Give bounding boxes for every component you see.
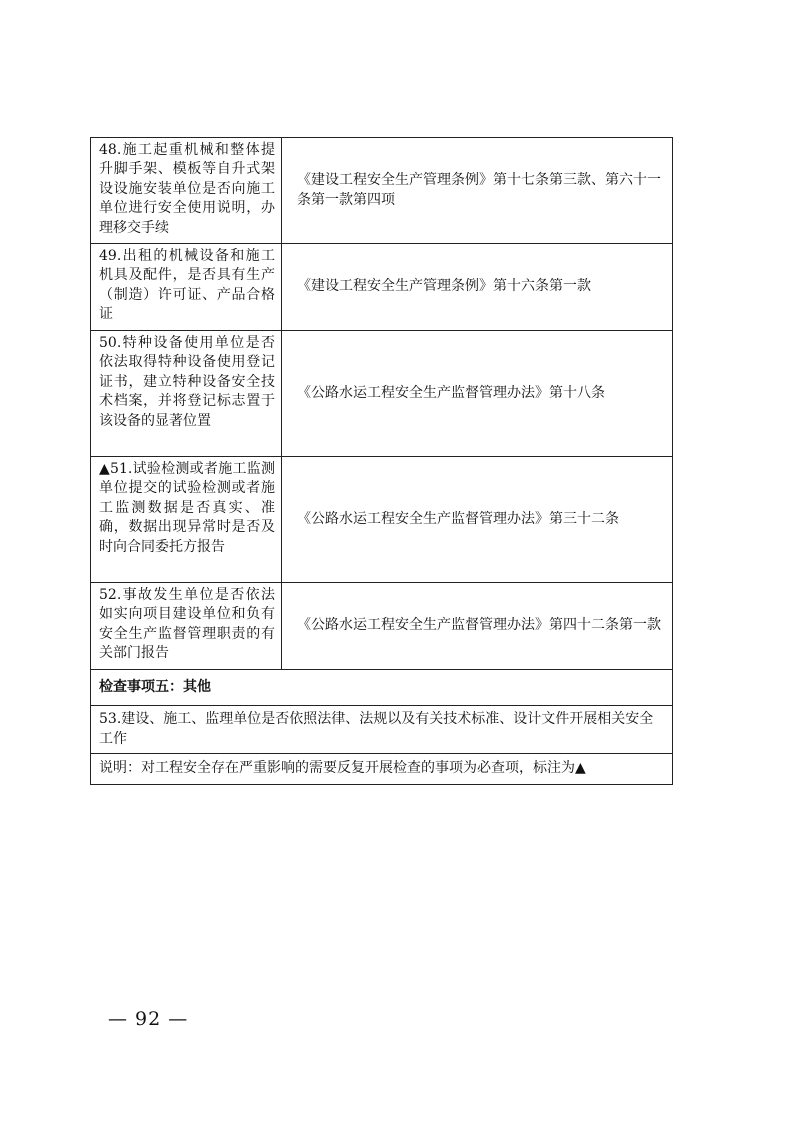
table-row	[91, 244, 673, 331]
table-row	[91, 457, 673, 583]
table-row	[91, 670, 673, 706]
check-item-48: 48.施工起重机械和整体提升脚手架、模板等自升式架设设施安装单位是否向施工单位进行安全使用说明，办理移交手续	[91, 138, 282, 244]
check-item-51: ▲51.试验检测或者施工监测单位提交的试验检测或者施工监测数据是否真实、准确，数据出现异常时是否及时向合同委托方报告	[91, 457, 282, 583]
table-row	[91, 138, 673, 244]
legal-basis-51: 《公路水运工程安全生产监督管理办法》第三十二条	[282, 457, 673, 583]
page-number: — 92 —	[108, 1008, 189, 1030]
check-item-50: 50.特种设备使用单位是否依法取得特种设备使用登记证书，建立特种设备安全技术档案，并将登记标志置于该设备的显著位置	[91, 331, 282, 457]
table-row	[91, 583, 673, 670]
legal-basis-49: 《建设工程安全生产管理条例》第十六条第一款	[282, 244, 673, 331]
table-row	[91, 331, 673, 457]
legal-basis-50: 《公路水运工程安全生产监督管理办法》第十八条	[282, 331, 673, 457]
check-item-53: 53.建设、施工、监理单位是否依照法律、法规以及有关技术标准、设计文件开展相关安全工作	[91, 706, 673, 754]
legal-basis-52: 《公路水运工程安全生产监督管理办法》第四十二条第一款	[282, 583, 673, 670]
legal-basis-48: 《建设工程安全生产管理条例》第十七条第三款、第六十一条第一款第四项	[282, 138, 673, 244]
table-row	[91, 754, 673, 784]
inspection-table	[90, 137, 673, 785]
table-row	[91, 706, 673, 754]
section-title: 检查事项五：其他	[91, 670, 673, 706]
check-item-52: 52.事故发生单位是否依法如实向项目建设单位和负有安全生产监督管理职责的有关部门报告	[91, 583, 282, 670]
table-note: 说明：对工程安全存在严重影响的需要反复开展检查的事项为必查项，标注为▲	[91, 754, 673, 784]
check-item-49: 49.出租的机械设备和施工机具及配件，是否具有生产（制造）许可证、产品合格证	[91, 244, 282, 331]
